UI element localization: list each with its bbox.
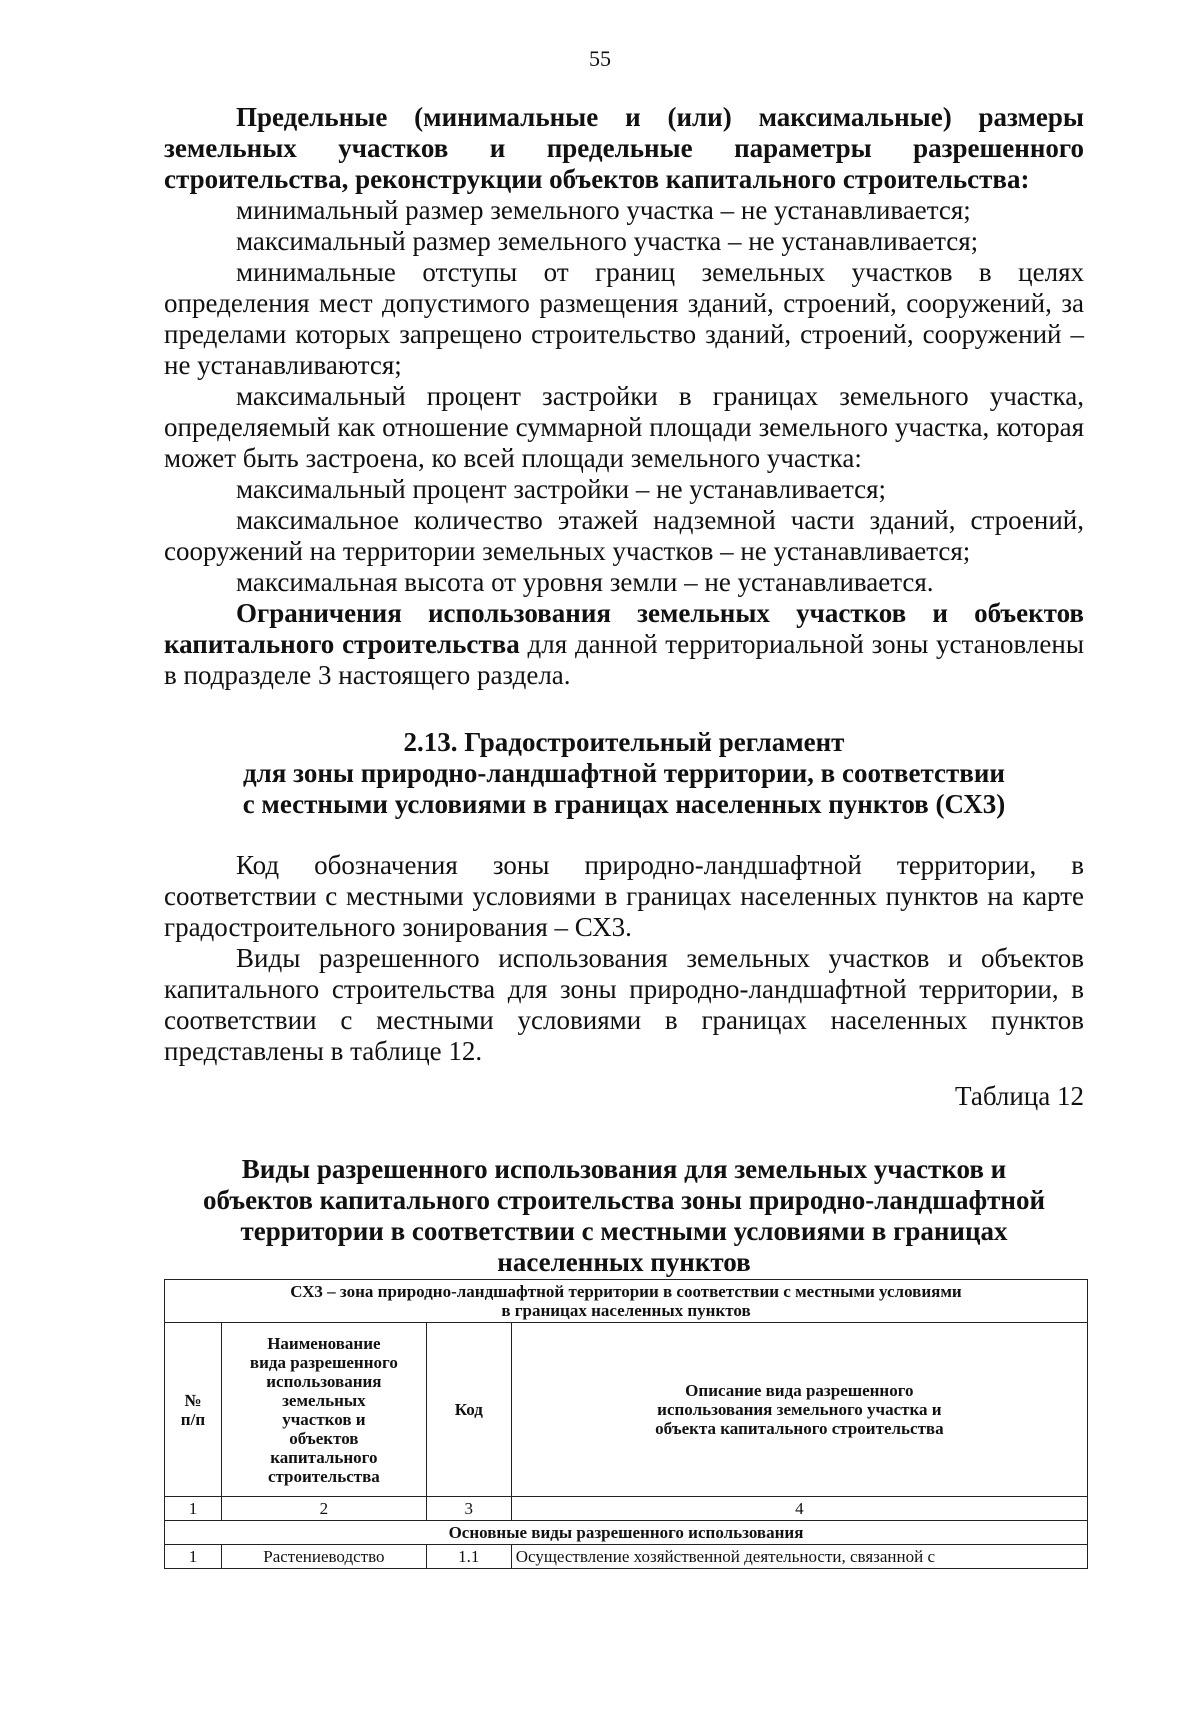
col-number: 2 bbox=[221, 1497, 426, 1521]
col-header-desc-line: объекта капитального строительства bbox=[655, 1419, 944, 1438]
col-header-desc bbox=[511, 1323, 1087, 1497]
col-number: 4 bbox=[511, 1497, 1087, 1521]
section-heading-line: 2.13. Градостроительный регламент bbox=[403, 727, 845, 757]
col-header-name bbox=[221, 1323, 426, 1497]
page-number: 55 bbox=[589, 46, 611, 71]
document-body bbox=[164, 102, 1084, 1278]
col-header-name-line: земельных bbox=[282, 1390, 366, 1410]
max-height-text: максимальная высота от уровня земли – не устанавливается. bbox=[236, 567, 934, 597]
restrictions-paragraph bbox=[164, 598, 1084, 691]
col-number: 3 bbox=[426, 1497, 511, 1521]
row-desc: Осуществление хозяйственной деятельности, связанной с bbox=[511, 1545, 1087, 1569]
permitted-uses-table bbox=[164, 1279, 1088, 1569]
table-title-line: Виды разрешенного использования для земельных участков и bbox=[241, 1154, 1007, 1184]
col-header-desc-line: Описание вида разрешенного bbox=[685, 1381, 914, 1400]
limits-heading-line: земельных участков и предельные параметры разрешенного bbox=[164, 133, 1084, 163]
section-heading-line: для зоны природно-ландшафтной территории, в соответствии bbox=[243, 758, 1005, 788]
limits-heading-line: Предельные (минимальные и (или) максимальные) размеры bbox=[236, 102, 1084, 132]
row-num: 1 bbox=[165, 1545, 222, 1569]
col-header-name-line: объектов bbox=[289, 1428, 359, 1448]
col-header-name-line: использования bbox=[266, 1371, 382, 1391]
zone-header-line: в границах населенных пунктов bbox=[501, 1301, 751, 1320]
max-coverage-definition: максимальный процент застройки в границах земельного участка, определяемый как отношение суммарной площади земельного участка, которая может быть застроена, ко всей площади земельного участка: bbox=[164, 381, 1084, 473]
col-header-name-line: Наименование bbox=[267, 1333, 381, 1353]
col-number: 1 bbox=[165, 1497, 222, 1521]
table-title-line: территории в соответствии с местными условиями в границах bbox=[240, 1216, 1008, 1246]
main-uses-subheader: Основные виды разрешенного использования bbox=[165, 1521, 1088, 1545]
col-header-num bbox=[165, 1323, 222, 1497]
row-code: 1.1 bbox=[426, 1545, 511, 1569]
column-number-row bbox=[165, 1497, 1088, 1521]
zone-header-cell bbox=[165, 1280, 1088, 1323]
table-title-line: населенных пунктов bbox=[497, 1247, 751, 1277]
table-title bbox=[164, 1154, 1084, 1278]
restrictions-bold: Ограничения использования земельных участков и объектов капитального строительства bbox=[164, 598, 1084, 659]
permitted-uses-paragraph: Виды разрешенного использования земельных участков и объектов капитального строительства для зоны природно-ландшафтной территории, в соответствии с местными условиями в границах населенных пунктов представлены в таблице 12. bbox=[164, 943, 1084, 1066]
col-header-name-line: капитального bbox=[270, 1447, 378, 1467]
restrictions-rest: для данной территориальной зоны установлены в подразделе 3 настоящего раздела. bbox=[164, 629, 1084, 690]
max-coverage-text: максимальный процент застройки – не устанавливается; bbox=[236, 474, 887, 504]
limits-heading bbox=[164, 102, 1084, 195]
table-row bbox=[165, 1545, 1088, 1569]
zone-header-row bbox=[165, 1280, 1088, 1323]
section-heading bbox=[164, 727, 1084, 820]
min-setbacks-text: минимальные отступы от границ земельных участков в целях определения мест допустимого размещения зданий, строений, сооружений, за пределами которых запрещено строительство зданий, строений, сооружений – не устанавливаются; bbox=[164, 257, 1084, 380]
zone-header-line: СХ3 – зона природно-ландшафтной территории в соответствии с местными условиями bbox=[290, 1282, 962, 1301]
main-uses-subheader-row bbox=[165, 1521, 1088, 1545]
col-header-name-line: вида разрешенного bbox=[249, 1352, 398, 1372]
row-name: Растениеводство bbox=[221, 1545, 426, 1569]
max-size-text: максимальный размер земельного участка – не устанавливается; bbox=[236, 226, 979, 256]
zone-code-paragraph: Код обозначения зоны природно-ландшафтной территории, в соответствии с местными условиями в границах населенных пунктов на карте градостроительного зонирования – СХ3. bbox=[164, 850, 1084, 942]
col-header-name-line: строительства bbox=[267, 1466, 380, 1486]
min-size-text: минимальный размер земельного участка – не устанавливается; bbox=[236, 195, 971, 225]
table-title-line: объектов капитального строительства зоны природно-ландшафтной bbox=[203, 1185, 1045, 1215]
col-header-num-line: п/п bbox=[180, 1409, 206, 1429]
section-heading-line: с местными условиями в границах населенных пунктов (СХ3) bbox=[242, 789, 1006, 819]
col-header-name-line: участков и bbox=[282, 1409, 366, 1429]
limits-heading-line: строительства, реконструкции объектов капитального строительства: bbox=[164, 164, 1030, 194]
max-floors-text: максимальное количество этажей надземной части зданий, строений, сооружений на территории земельных участков – не устанавливается; bbox=[164, 505, 1084, 566]
col-header-num-line: № bbox=[184, 1390, 202, 1410]
table-label: Таблица 12 bbox=[955, 1081, 1084, 1111]
column-header-row bbox=[165, 1323, 1088, 1497]
col-header-code: Код bbox=[426, 1323, 511, 1497]
col-header-desc-line: использования земельного участка и bbox=[657, 1400, 942, 1419]
